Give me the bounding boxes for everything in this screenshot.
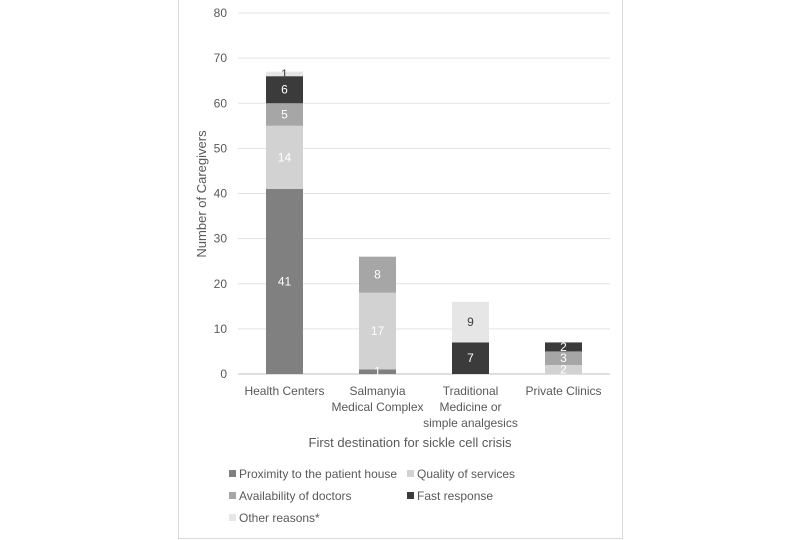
legend-swatch — [407, 492, 414, 499]
y-tick-label: 50 — [213, 141, 227, 156]
data-label: 2 — [560, 339, 567, 354]
data-label: 17 — [370, 324, 385, 339]
data-label: 1 — [281, 66, 288, 81]
x-tick-label: Medical Complex — [331, 400, 424, 414]
legend-label: Proximity to the patient house — [239, 467, 398, 481]
legend — [229, 467, 515, 525]
x-axis-title: First destination for sickle cell crisis — [308, 435, 512, 450]
data-label: 3 — [560, 351, 567, 366]
y-tick-label: 40 — [213, 186, 227, 201]
data-label: 2 — [560, 362, 567, 377]
x-tick-label: Medicine or — [439, 400, 502, 414]
data-labels — [278, 67, 567, 379]
x-tick-label: Private Clinics — [525, 384, 602, 398]
data-label: 9 — [467, 315, 474, 330]
x-tick-label: Salmanyia — [349, 384, 406, 398]
x-axis-categories — [244, 384, 601, 430]
legend-swatch — [229, 470, 236, 477]
x-tick-label: Traditional — [442, 384, 499, 398]
y-tick-label: 60 — [213, 96, 227, 111]
x-tick-label: simple analgesics — [423, 416, 518, 430]
y-tick-label: 0 — [220, 367, 227, 381]
data-label: 14 — [277, 150, 292, 165]
y-axis-title: Number of Caregivers — [194, 130, 209, 258]
legend-swatch — [229, 514, 236, 521]
legend-label: Quality of services — [417, 467, 516, 481]
data-label: 6 — [281, 82, 288, 97]
data-label: 1 — [374, 364, 381, 379]
legend-label: Fast response — [417, 489, 494, 503]
y-tick-label: 10 — [213, 321, 227, 336]
y-tick-label: 70 — [213, 51, 227, 66]
legend-swatch — [229, 492, 236, 499]
legend-swatch — [407, 470, 414, 477]
data-label: 7 — [467, 351, 474, 366]
legend-label: Other reasons* — [239, 511, 320, 525]
y-tick-label: 30 — [213, 231, 227, 246]
y-tick-label: 20 — [213, 276, 227, 291]
y-axis-ticks — [214, 6, 228, 381]
legend-label: Availability of doctors — [239, 489, 352, 503]
data-label: 41 — [277, 274, 292, 289]
data-label: 8 — [374, 267, 381, 282]
data-label: 5 — [281, 107, 288, 122]
y-tick-label: 80 — [213, 6, 227, 20]
x-tick-label: Health Centers — [244, 384, 325, 398]
